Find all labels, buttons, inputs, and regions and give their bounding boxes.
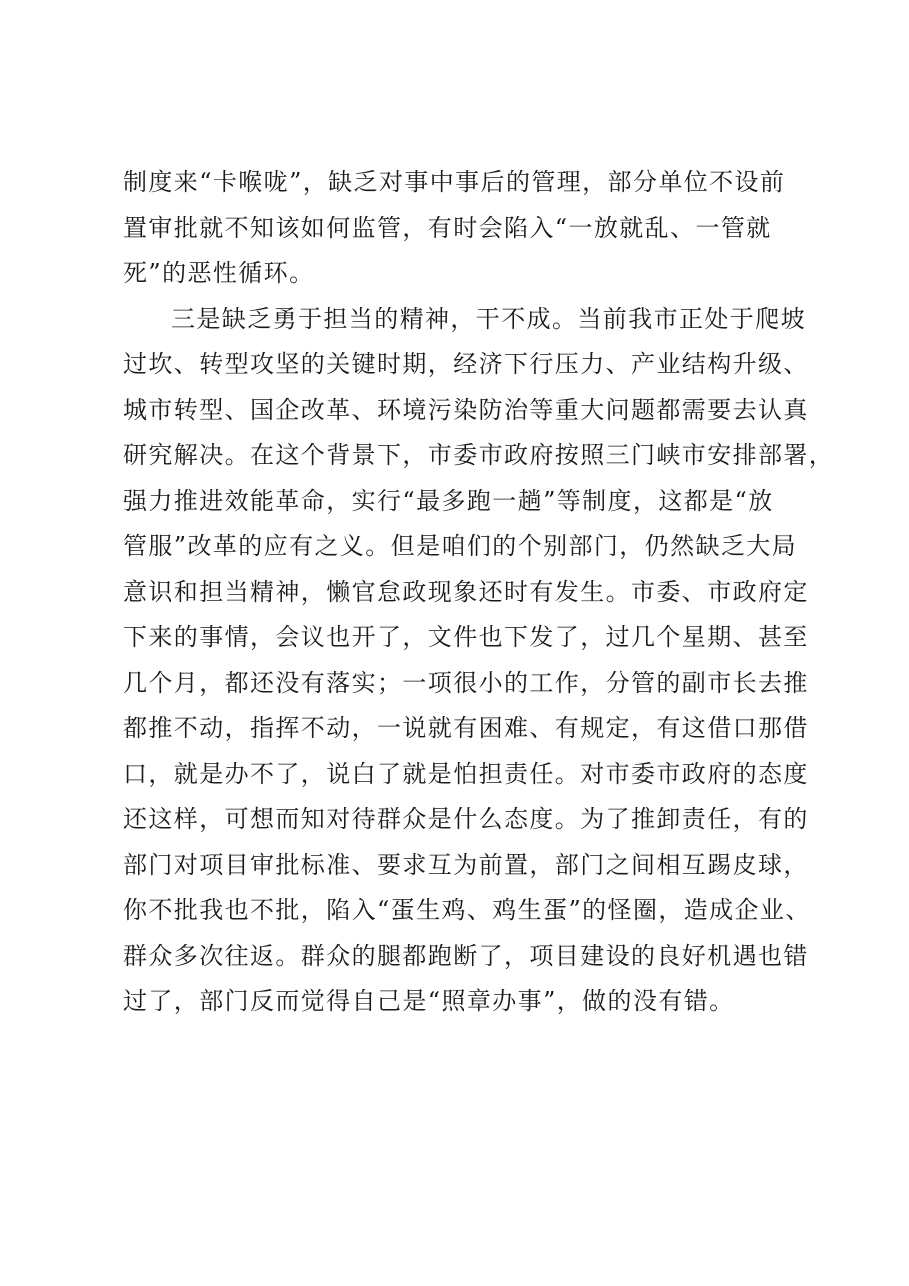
text-line: 口，就是办不了，说白了就是怕担责任。对市委市政府的态度: [123, 759, 809, 788]
text-line: 研究解决。在这个背景下，市委市政府按照三门峡市安排部署，: [123, 441, 835, 469]
paragraph-1: [123, 160, 823, 297]
text-line: 都推不动，指挥不动，一说就有困难、有规定，有这借口那借: [123, 714, 809, 742]
text-line: 意识和担当精神，懒官怠政现象还时有发生。市委、市政府定: [123, 577, 809, 606]
document-body: [123, 160, 835, 1025]
text-line: 管服”改革的应有之义。但是咱们的个别部门，仍然缺乏大局: [123, 532, 798, 560]
text-line: 置审批就不知该如何监管，有时会陷入“一放就乱、一管就: [123, 213, 772, 242]
text-line: 还这样，可想而知对待群众是什么态度。为了推卸责任，有的: [123, 805, 809, 833]
text-line: 过坎、转型攻坚的关键时期，经济下行压力、产业结构升级、: [123, 350, 809, 378]
text-line: 几个月，都还没有落实；一项很小的工作，分管的副市长去推: [123, 668, 809, 697]
text-line: 部门对项目审批标准、要求互为前置，部门之间相互踢皮球，: [123, 850, 809, 879]
text-line: 你不批我也不批，陷入“蛋生鸡、鸡生蛋”的怪圈，造成企业、: [123, 896, 811, 924]
text-line: 制度来“卡喉咙”，缺乏对事中事后的管理，部分单位不设前: [123, 168, 786, 196]
paragraph-2: [123, 297, 835, 1025]
text-line: 三是缺乏勇于担当的精神，干不成。当前我市正处于爬坡: [171, 304, 806, 333]
text-line: 城市转型、国企改革、环境污染防治等重大问题都需要去认真: [123, 395, 809, 424]
text-line: 过了，部门反而觉得自己是“照章办事”，做的没有错。: [123, 987, 735, 1015]
text-line: 群众多次往返。群众的腿都跑断了，项目建设的良好机遇也错: [123, 941, 809, 970]
text-line: 下来的事情，会议也开了，文件也下发了，过几个星期、甚至: [123, 623, 809, 651]
text-line: 死”的恶性循环。: [123, 259, 315, 287]
text-line: 强力推进效能革命，实行“最多跑一趟”等制度，这都是“放: [123, 486, 774, 515]
